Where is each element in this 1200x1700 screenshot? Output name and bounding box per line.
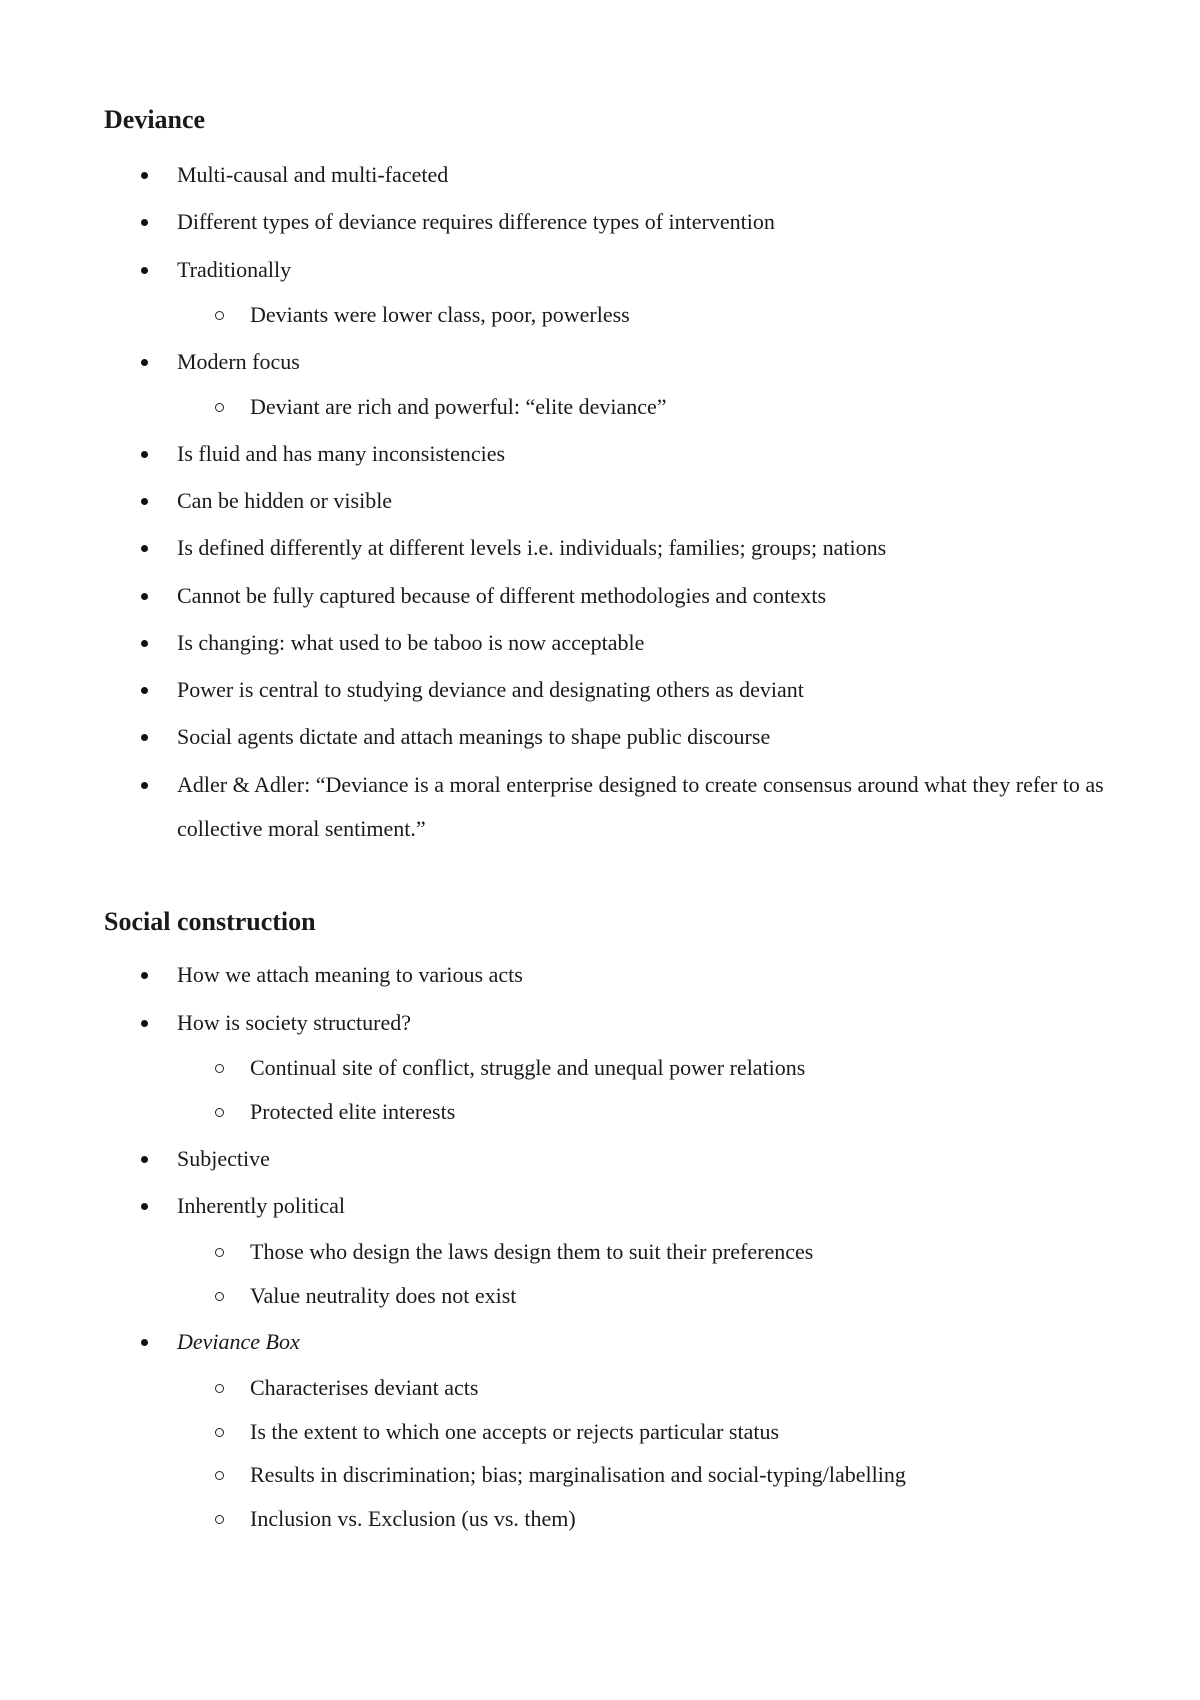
sub-list-item xyxy=(0,392,1200,422)
sub-list-item-text: Is the extent to which one accepts or rejects particular status xyxy=(250,1419,780,1444)
list-item-text: Can be hidden or visible xyxy=(177,488,393,513)
list-item-text: How we attach meaning to various acts xyxy=(177,962,523,987)
list-item-text: Deviance Box xyxy=(177,1329,300,1354)
sub-list-item-text: Inclusion vs. Exclusion (us vs. them) xyxy=(250,1506,576,1531)
sub-list-item-text: Characterises deviant acts xyxy=(250,1375,479,1400)
list-item xyxy=(0,1327,1200,1357)
list-item-text: Multi-causal and multi-faceted xyxy=(177,162,449,187)
sub-list-item-text: Deviants were lower class, poor, powerless xyxy=(250,302,630,327)
list-item-text: Is fluid and has many inconsistencies xyxy=(177,441,506,466)
list-item xyxy=(0,1008,1200,1038)
sub-list-item xyxy=(0,1417,1200,1447)
list-item xyxy=(0,1144,1200,1174)
list-item-text: Traditionally xyxy=(177,257,292,282)
sub-list-item xyxy=(0,1237,1200,1267)
sub-list-item xyxy=(0,1053,1200,1083)
list-item xyxy=(0,347,1200,377)
sub-list-item xyxy=(0,1460,1200,1490)
list-item xyxy=(0,675,1200,705)
list-item xyxy=(0,160,1200,190)
list-item-text: How is society structured? xyxy=(177,1010,411,1035)
sub-list-item-text: Continual site of conflict, struggle and unequal power relations xyxy=(250,1055,806,1080)
list-item xyxy=(0,255,1200,285)
list-item xyxy=(0,486,1200,516)
sub-list-item-text: Those who design the laws design them to suit their preferences xyxy=(250,1239,814,1264)
sub-list-item-text: Deviant are rich and powerful: “elite deviance” xyxy=(250,394,667,419)
list-item-text: Adler & Adler: “Deviance is a moral enterprise designed to create consensus around what they refer to as collective moral sentiment.” xyxy=(177,772,1104,841)
heading-social-construction: Social construction xyxy=(104,907,316,936)
sub-list-item xyxy=(0,1504,1200,1534)
list-item-text: Is defined differently at different levels i.e. individuals; families; groups; nations xyxy=(177,535,887,560)
sub-list-item xyxy=(0,1373,1200,1403)
list-item xyxy=(0,533,1200,563)
list-item xyxy=(0,628,1200,658)
list-item xyxy=(0,207,1200,237)
sub-list-item-text: Results in discrimination; bias; marginalisation and social-typing/labelling xyxy=(250,1462,906,1487)
sub-list-item xyxy=(0,1097,1200,1127)
sub-list-item xyxy=(0,1281,1200,1311)
deviance-list xyxy=(0,160,1200,841)
sub-list-item-text: Value neutrality does not exist xyxy=(250,1283,517,1308)
list-item-text: Subjective xyxy=(177,1146,270,1171)
list-item-text: Social agents dictate and attach meanings to shape public discourse xyxy=(177,724,771,749)
list-item-text: Cannot be fully captured because of different methodologies and contexts xyxy=(177,583,826,608)
list-item-text: Is changing: what used to be taboo is now acceptable xyxy=(177,630,645,655)
heading-deviance: Deviance xyxy=(104,105,206,134)
sub-list-item-text: Protected elite interests xyxy=(250,1099,456,1124)
list-item-text: Inherently political xyxy=(177,1193,345,1218)
list-item-text: Modern focus xyxy=(177,349,300,374)
list-item-text: Power is central to studying deviance and designating others as deviant xyxy=(177,677,804,702)
list-item xyxy=(0,960,1200,990)
sub-list-item xyxy=(0,300,1200,330)
list-item xyxy=(0,722,1200,752)
list-item-text: Different types of deviance requires difference types of intervention xyxy=(177,209,775,234)
list-item xyxy=(0,439,1200,469)
list-item xyxy=(0,581,1200,611)
list-item xyxy=(0,1191,1200,1221)
list-item xyxy=(0,770,1200,851)
